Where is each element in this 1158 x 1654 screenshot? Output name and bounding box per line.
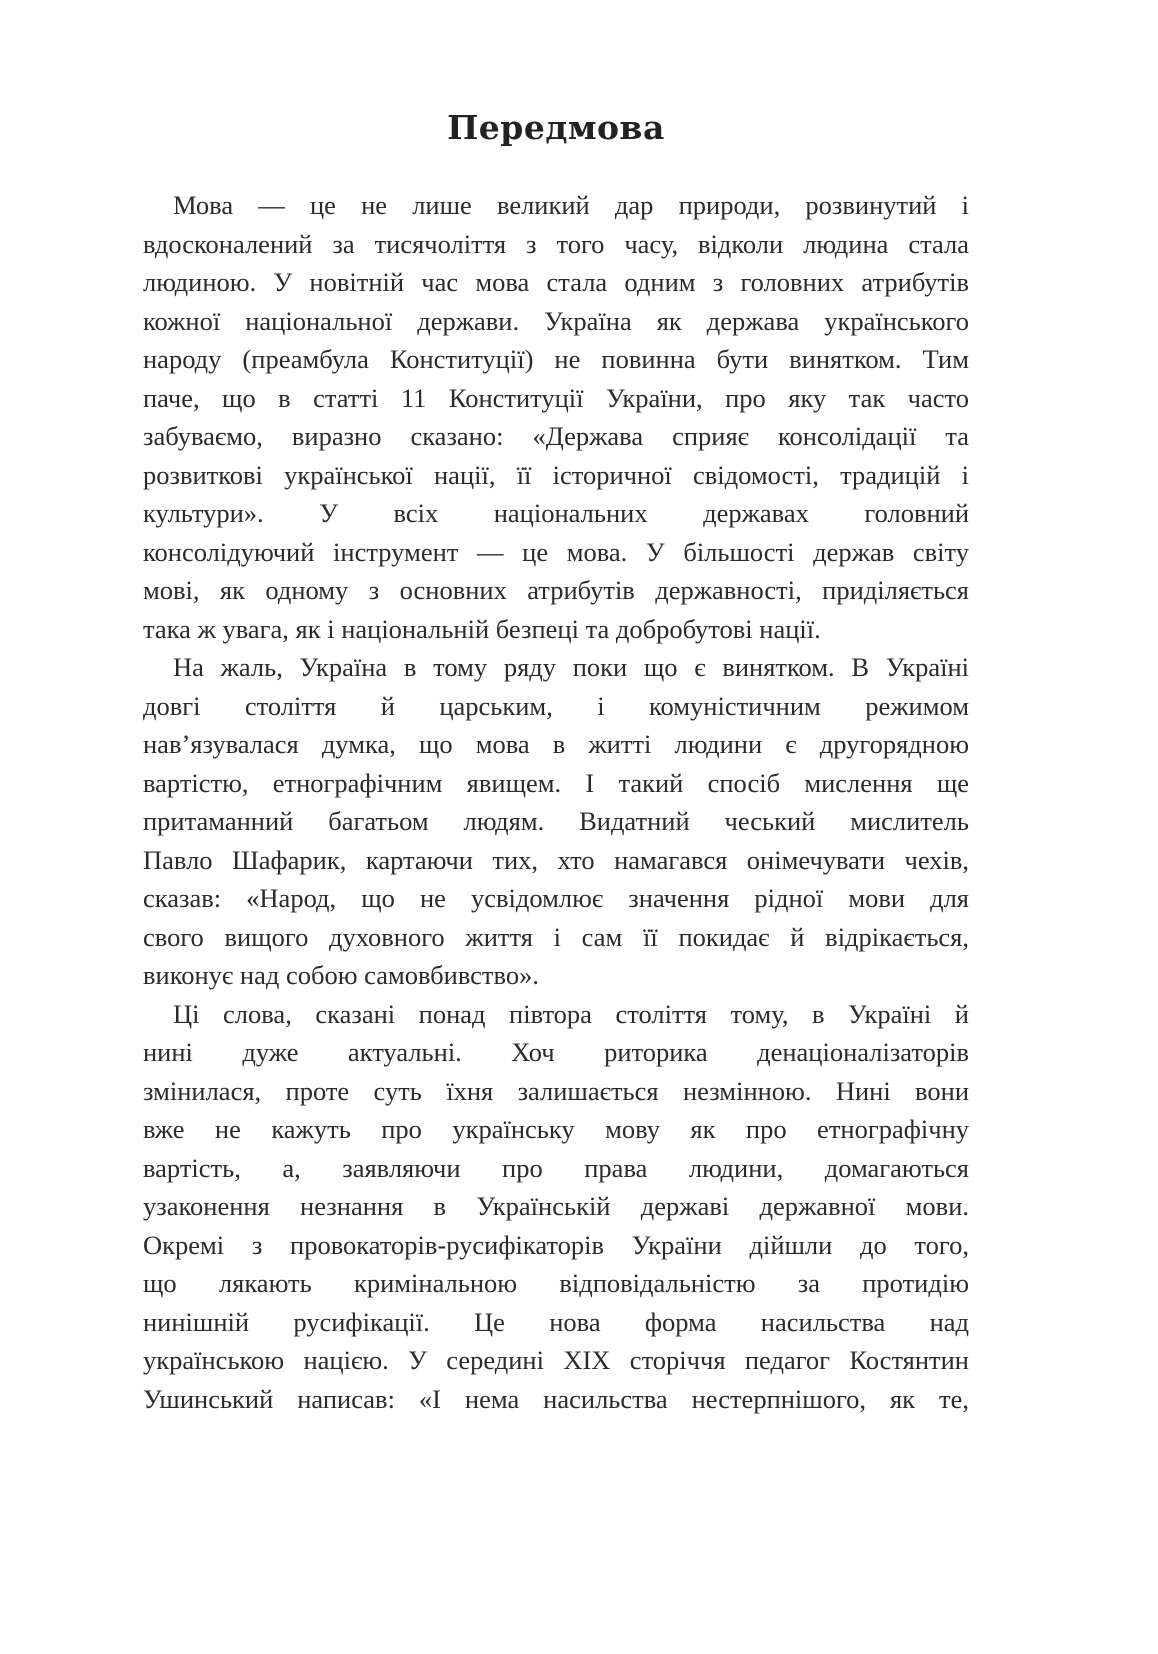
text-line: кожної національної держави. Україна як держава українського xyxy=(143,305,969,336)
text-line: розвиткові української нації, її історичної свідомості, традицій і xyxy=(143,459,969,490)
text-line: сказав: «Народ, що не усвідомлює значення рідної мови для xyxy=(143,883,969,913)
text-line: що лякають кримінальною відповідальністю за протидію xyxy=(143,1268,969,1298)
text-line: змінилася, проте суть їхня залишається незмінною. Нині вони xyxy=(143,1075,969,1106)
text-line: На жаль, Україна в тому ряду поки що є винятком. В Україні xyxy=(173,652,969,682)
text-line: нинішній русифікації. Це нова форма насильства над xyxy=(143,1306,969,1337)
text-line: нині дуже актуальні. Хоч риторика денаціоналізаторів xyxy=(143,1037,969,1067)
text-line: така ж увага, як і національній безпеці та добробутові нації. xyxy=(143,613,821,644)
text-line: вже не кажуть про українську мову як про етнографічну xyxy=(143,1114,969,1144)
text-line: Мова — це не лише великий дар природи, розвинутий і xyxy=(173,190,969,220)
text-line: консолідуючий інструмент — це мова. У більшості держав світу xyxy=(143,536,969,567)
text-line: народу (преамбула Конституції) не повинна бути винятком. Тим xyxy=(143,344,969,374)
text-line: Павло Шафарик, картаючи тих, хто намагався онімечувати чехів, xyxy=(143,844,969,875)
page-title: Передмова xyxy=(447,108,665,147)
text-line: виконує над собою самовбивство». xyxy=(143,960,539,990)
text-line: українською нацією. У середині XIX сторіччя педагог Костянтин xyxy=(143,1345,969,1375)
text-line: нав’язувалася думка, що мова в житті людини є другорядною xyxy=(143,729,969,759)
text-line: вдосконалений за тисячоліття з того часу, відколи людина стала xyxy=(143,228,969,259)
body-text xyxy=(143,186,969,1418)
text-line: Ушинський написав: «І нема насильства нестерпнішого, як те, xyxy=(143,1383,969,1414)
text-line: Ці слова, сказані понад півтора століття тому, в Україні й xyxy=(173,998,969,1029)
text-line: свого вищого духовного життя і сам її покидає й відрікається, xyxy=(143,921,969,952)
text-line: людиною. У новітній час мова стала одним з головних атрибутів xyxy=(143,267,969,297)
text-line: Окремі з провокаторів-русифікаторів України дійшли до того, xyxy=(143,1229,969,1260)
text-line: вартість, а, заявляючи про права людини, домагаються xyxy=(143,1152,969,1183)
text-line: забуваємо, виразно сказано: «Держава сприяє консолідації та xyxy=(143,421,969,451)
text-line: притаманний багатьом людям. Видатний чеський мислитель xyxy=(143,806,969,836)
text-line: узаконення незнання в Українській державі державної мови. xyxy=(143,1191,969,1221)
text-line: культури». У всіх національних державах головний xyxy=(143,498,969,528)
text-line: паче, що в статті 11 Конституції України, про яку так часто xyxy=(143,382,969,413)
text-line: мові, як одному з основних атрибутів державності, приділяється xyxy=(143,575,969,605)
text-line: вартістю, етнографічним явищем. І такий спосіб мислення ще xyxy=(143,767,969,798)
text-line: довгі століття й царським, і комуністичним режимом xyxy=(143,690,969,721)
